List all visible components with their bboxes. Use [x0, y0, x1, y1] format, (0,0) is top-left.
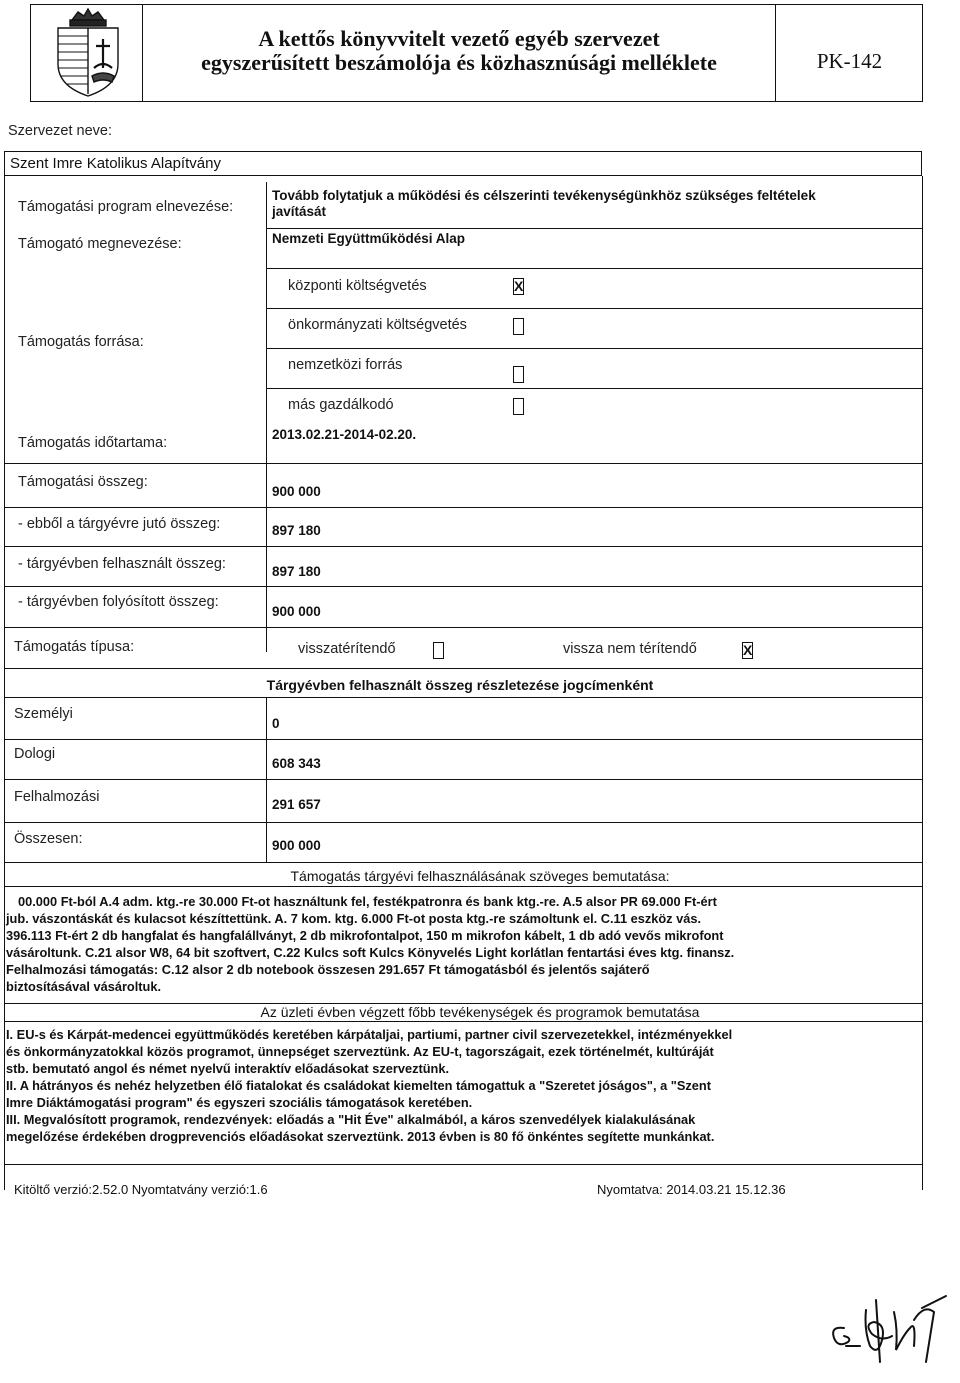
- row-divider: [4, 886, 922, 887]
- footer-printed: Nyomtatva: 2014.03.21 15.12.36: [597, 1182, 786, 1197]
- program-name-value-line1: Tovább folytatjuk a működési és célszerinti tevékenységünkhöz szükséges feltételek: [272, 188, 816, 203]
- material-label: Dologi: [14, 746, 56, 762]
- row-divider: [266, 348, 922, 349]
- usage-line: jub. vászontáskát és kulacsot készíttettünk. A. 7 kom. ktg. 6.000 Ft-ot posta ktg.-re számoltunk el. C.11 eszköz vás.: [6, 911, 702, 926]
- activities-line: és önkormányzatokkal közös programot, ünnepséget szerveztünk. Az EU-t, tagországait, ezek történelmét, kultúráját: [6, 1044, 714, 1059]
- row-divider: [4, 739, 922, 740]
- source-checkbox-central[interactable]: X: [514, 278, 524, 294]
- breakdown-heading: Tárgyévben felhasznált összeg részletezése jogcímenként: [266, 677, 654, 693]
- paid-amount-value: 900 000: [272, 604, 321, 619]
- duration-value: 2013.02.21-2014-02.20.: [272, 427, 417, 442]
- footer-version: Kitöltő verzió:2.52.0 Nyomtatvány verzió:1.6: [14, 1182, 268, 1197]
- source-checkbox-international[interactable]: [513, 366, 524, 383]
- table-right-border: [922, 176, 923, 1190]
- refundable-label: visszatérítendő: [298, 641, 396, 657]
- year-amount-label: - ebből a tárgyévre jutó összeg:: [18, 516, 221, 532]
- activities-line: II. A hátrányos és nehéz helyzetben élő fiatalokat és családokat kiemelten támogattuk a "Szeretet jóságos", a "Szent: [6, 1078, 711, 1093]
- capital-value: 291 657: [272, 797, 321, 812]
- row-divider: [4, 507, 922, 508]
- activities-line: I. EU-s és Kárpát-medencei együttműködés keretében kárpátaljai, partiumi, partner civil szervezetekkel, intézményekkel: [6, 1027, 733, 1042]
- support-type-label: Támogatás típusa:: [14, 639, 135, 655]
- paid-amount-label: - tárgyévben folyósított összeg:: [18, 594, 219, 610]
- value-column-line-2: [266, 477, 267, 652]
- capital-label: Felhalmozási: [14, 789, 100, 805]
- refundable-checkbox[interactable]: [433, 642, 444, 659]
- breakdown-total-value: 900 000: [272, 838, 321, 853]
- source-checkbox-other-business[interactable]: [513, 398, 524, 415]
- row-divider: [4, 779, 922, 780]
- usage-line: 00.000 Ft-ból A.4 adm. ktg.-re 30.000 Ft-ot használtunk fel, festékpatronra és bank ktg.-re. A.5 alsor PR 69.000 Ft-ért: [18, 894, 717, 909]
- row-divider: [4, 822, 922, 823]
- signature-image: [826, 1290, 956, 1370]
- source-option-international: nemzetközi forrás: [288, 357, 403, 373]
- source-option-central: központi költségvetés: [288, 278, 427, 294]
- usage-line: vásároltunk. C.21 alsor W8, 64 bit szoftvert, C.22 Kulcs soft Kulcs Könyvelés Light korlátlan fentartási éves ktg. finansz.: [6, 945, 735, 960]
- material-value: 608 343: [272, 756, 321, 771]
- row-divider: [4, 463, 922, 464]
- row-divider: [4, 586, 922, 587]
- breakdown-total-label: Összesen:: [14, 831, 83, 847]
- program-name-label: Támogatási program elnevezése:: [18, 199, 234, 215]
- activities-line: Imre Diáktámogatási program" és egyszeri szociális támogatások keretében.: [6, 1095, 473, 1110]
- program-name-value-line2: javítását: [272, 204, 327, 219]
- form-code: PK-142: [816, 49, 883, 73]
- row-divider: [4, 546, 922, 547]
- row-divider: [4, 1021, 922, 1022]
- org-name-label: Szervezet neve:: [8, 123, 112, 139]
- activities-line: III. Megvalósított programok, rendezvények: előadás a "Hit Éve" alkalmából, a káros szenvedélyek kialakulásának: [6, 1112, 696, 1127]
- source-checkbox-municipal[interactable]: [513, 318, 524, 335]
- used-amount-label: - tárgyévben felhasznált összeg:: [18, 556, 226, 572]
- row-divider: [266, 268, 922, 269]
- supporter-label: Támogató megnevezése:: [18, 236, 182, 252]
- activities-line: stb. bemutató angol és német nyelvű interaktív előadásokat szerveztünk.: [6, 1061, 450, 1076]
- row-divider: [266, 388, 922, 389]
- table-bottom-border: [4, 1164, 922, 1165]
- duration-label: Támogatás időtartama:: [18, 435, 168, 451]
- row-divider: [4, 862, 922, 863]
- total-amount-value: 900 000: [272, 484, 321, 499]
- nonrefundable-checkbox[interactable]: X: [743, 642, 753, 658]
- source-label: Támogatás forrása:: [18, 334, 144, 350]
- usage-line: biztosításával vásároltuk.: [6, 979, 162, 994]
- source-option-other-business: más gazdálkodó: [288, 397, 394, 413]
- row-divider: [266, 228, 922, 229]
- coat-of-arms-icon: [50, 6, 126, 99]
- row-divider: [4, 627, 922, 628]
- page-title-line2: egyszerűsített beszámolója és közhasznúsági melléklete: [201, 50, 717, 75]
- supporter-value: Nemzeti Együttműködési Alap: [272, 231, 466, 246]
- total-amount-label: Támogatási összeg:: [18, 474, 148, 490]
- activities-line: megelőzése érdekében drogprevenciós előadásokat szerveztünk. 2013 évben is 80 fő önkéntes segítette munkánkat.: [6, 1129, 715, 1144]
- usage-line: Felhalmozási támogatás: C.12 alsor 2 db notebook összesen 291.657 Ft támogatásból és jelentős sajáterő: [6, 962, 650, 977]
- usage-heading: Támogatás tárgyévi felhasználásának szöveges bemutatása:: [290, 868, 670, 884]
- value-column-line: [266, 182, 267, 477]
- personal-label: Személyi: [14, 706, 73, 722]
- used-amount-value: 897 180: [272, 564, 321, 579]
- nonrefundable-label: vissza nem térítendő: [563, 641, 697, 657]
- row-divider: [4, 697, 922, 698]
- row-divider: [266, 308, 922, 309]
- personal-value: 0: [272, 716, 280, 731]
- source-option-municipal: önkormányzati költségvetés: [288, 317, 467, 333]
- page-title-line1: A kettős könyvvitelt vezető egyéb szervezet: [258, 26, 660, 51]
- usage-line: 396.113 Ft-ért 2 db hangfalat és hangfalállványt, 2 db mikrofontalpot, 150 m mikrofon kábelt, 1 db adó vevős mikrofont: [6, 928, 724, 943]
- year-amount-value: 897 180: [272, 523, 321, 538]
- table-left-border: [4, 176, 5, 1190]
- row-divider: [4, 668, 922, 669]
- org-name-value: Szent Imre Katolikus Alapítvány: [10, 155, 221, 172]
- activities-heading: Az üzleti évben végzett főbb tevékenységek és programok bemutatása: [260, 1004, 700, 1020]
